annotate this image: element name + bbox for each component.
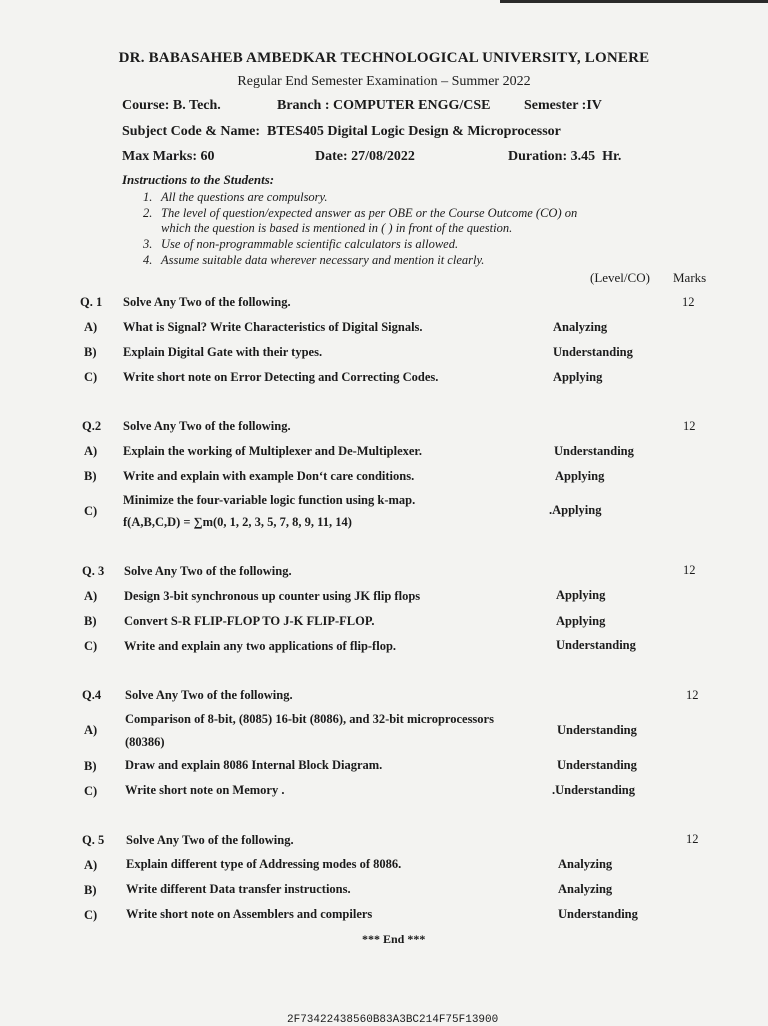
question-marks: 12 bbox=[683, 563, 696, 577]
instruction-item: 1. All the questions are compulsory. bbox=[143, 190, 328, 204]
part-text: Explain different type of Addressing modes of 8086. bbox=[126, 857, 402, 871]
question-title: Solve Any Two of the following. bbox=[124, 564, 292, 578]
part-text: Write different Data transfer instructions. bbox=[126, 882, 351, 896]
exam-title: Regular End Semester Examination – Summer 2022 bbox=[237, 74, 531, 89]
question-number: Q.2 bbox=[82, 419, 102, 433]
part-text: Minimize the four-variable logic function using k-map. bbox=[123, 493, 416, 507]
instruction-item: 3. Use of non-programmable scientific calculators is allowed. bbox=[143, 237, 459, 251]
part-label: A) bbox=[84, 723, 98, 737]
instruction-item: 4. Assume suitable data wherever necessary and mention it clearly. bbox=[143, 253, 485, 267]
question-title: Solve Any Two of the following. bbox=[123, 419, 291, 433]
subject-label: Subject Code & Name: BTES405 Digital Logic Design & Microprocessor bbox=[122, 124, 561, 139]
part-label: B) bbox=[84, 469, 97, 483]
part-label: B) bbox=[84, 883, 97, 897]
part-text: Write and explain any two applications of flip-flop. bbox=[124, 639, 397, 653]
part-label: C) bbox=[84, 639, 98, 653]
part-level: Understanding bbox=[556, 638, 636, 652]
part-label: C) bbox=[84, 784, 98, 798]
part-level: Applying bbox=[556, 614, 606, 628]
document-hash-code: 2F73422438560B83A3BC214F75F13900 bbox=[287, 1014, 499, 1026]
instruction-item: 2. The level of question/expected answer as per OBE or the Course Outcome (CO) on bbox=[143, 206, 578, 220]
max-marks-label: Max Marks: 60 bbox=[122, 149, 215, 164]
part-label: C) bbox=[84, 908, 98, 922]
part-label: A) bbox=[84, 858, 98, 872]
part-text: Comparison of 8-bit, (8085) 16-bit (8086), and 32-bit microprocessors bbox=[125, 712, 494, 726]
marks-header: Marks bbox=[673, 270, 707, 285]
question-number: Q. 3 bbox=[82, 564, 105, 578]
date-label: Date: 27/08/2022 bbox=[315, 149, 415, 164]
part-label: B) bbox=[84, 759, 97, 773]
part-label: A) bbox=[84, 444, 98, 458]
instructions-heading: Instructions to the Students: bbox=[122, 172, 275, 187]
part-text: What is Signal? Write Characteristics of Digital Signals. bbox=[123, 320, 423, 334]
question-title: Solve Any Two of the following. bbox=[123, 295, 291, 309]
question-marks: 12 bbox=[686, 832, 699, 846]
part-level: Understanding bbox=[557, 758, 637, 772]
part-level: Understanding bbox=[554, 444, 634, 458]
course-label: Course: B. Tech. bbox=[122, 98, 221, 113]
scan-edge-line bbox=[500, 0, 768, 3]
part-level: Understanding bbox=[557, 723, 637, 737]
part-text: Design 3-bit synchronous up counter using JK flip flops bbox=[124, 589, 421, 603]
part-text-continued: (80386) bbox=[125, 735, 165, 749]
part-level: Analyzing bbox=[558, 857, 613, 871]
part-level: Applying bbox=[555, 469, 605, 483]
duration-label: Duration: 3.45 Hr. bbox=[508, 149, 622, 164]
part-label: A) bbox=[84, 320, 98, 334]
part-text: Draw and explain 8086 Internal Block Diagram. bbox=[125, 758, 383, 772]
part-level: .Applying bbox=[549, 503, 602, 517]
semester-label: Semester :IV bbox=[524, 98, 602, 113]
end-marker: *** End *** bbox=[362, 932, 426, 946]
part-level: Applying bbox=[556, 588, 606, 602]
instruction-item-continued: which the question is based is mentioned in ( ) in front of the question. bbox=[161, 221, 513, 235]
university-title: DR. BABASAHEB AMBEDKAR TECHNOLOGICAL UNIVERSITY, LONERE bbox=[118, 50, 650, 66]
branch-label: Branch : COMPUTER ENGG/CSE bbox=[277, 98, 491, 113]
part-level: .Understanding bbox=[552, 783, 636, 797]
part-formula: f(A,B,C,D) = ∑m(0, 1, 2, 3, 5, 7, 8, 9, 11, 14) bbox=[123, 515, 352, 529]
part-text: Write short note on Error Detecting and Correcting Codes. bbox=[123, 370, 439, 384]
part-level: Applying bbox=[553, 370, 603, 384]
part-label: C) bbox=[84, 504, 98, 518]
question-title: Solve Any Two of the following. bbox=[126, 833, 294, 847]
part-label: B) bbox=[84, 345, 97, 359]
question-marks: 12 bbox=[686, 688, 699, 702]
question-marks: 12 bbox=[682, 295, 695, 309]
question-marks: 12 bbox=[683, 419, 696, 433]
part-text: Write short note on Memory . bbox=[125, 783, 285, 797]
part-text: Write and explain with example Don‘t care conditions. bbox=[123, 469, 415, 483]
part-level: Analyzing bbox=[553, 320, 608, 334]
part-text: Explain the working of Multiplexer and De-Multiplexer. bbox=[123, 444, 422, 458]
question-number: Q. 5 bbox=[82, 833, 105, 847]
part-label: C) bbox=[84, 370, 98, 384]
level-co-header: (Level/CO) bbox=[590, 270, 650, 285]
part-label: A) bbox=[84, 589, 98, 603]
question-number: Q. 1 bbox=[80, 295, 103, 309]
part-level: Analyzing bbox=[558, 882, 613, 896]
part-text: Convert S-R FLIP-FLOP TO J-K FLIP-FLOP. bbox=[124, 614, 375, 628]
question-title: Solve Any Two of the following. bbox=[125, 688, 293, 702]
part-level: Understanding bbox=[553, 345, 633, 359]
part-text: Write short note on Assemblers and compilers bbox=[126, 907, 373, 921]
part-text: Explain Digital Gate with their types. bbox=[123, 345, 323, 359]
question-number: Q.4 bbox=[82, 688, 102, 702]
part-level: Understanding bbox=[558, 907, 638, 921]
part-label: B) bbox=[84, 614, 97, 628]
